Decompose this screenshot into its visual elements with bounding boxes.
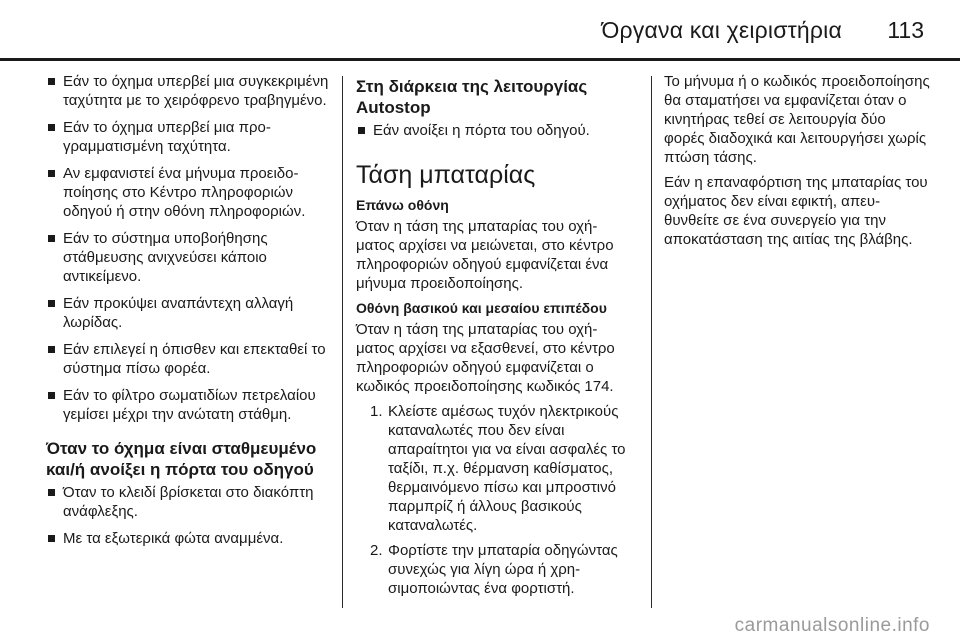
column-divider xyxy=(342,76,343,608)
page-number: 113 xyxy=(887,17,924,43)
list-item: Εάν επιλεγεί η όπισθεν και επεκταθεί το σύστημα πίσω φορέα. xyxy=(46,340,332,378)
subheading-parked: Όταν το όχημα είναι σταθμευμένο και/ή ανοίξει η πόρτα του οδηγού xyxy=(46,439,317,479)
list-item: Εάν προκύψει αναπάντεχη αλλαγή λωρίδας. xyxy=(46,294,332,332)
column-2 xyxy=(356,72,628,604)
list-item: Εάν το όχημα υπερβεί μια συγκεκριμένη ταχύτητα με το χειρόφρενο τραβηγμένο. xyxy=(46,72,332,110)
list-item: Εάν το σύστημα υποβοήθησης στάθμευσης ανιχνεύσει κάποιο αντικείμενο. xyxy=(46,229,332,286)
list-item: Όταν το κλειδί βρίσκεται στο διακόπτη ανάφλεξης. xyxy=(46,483,332,521)
column-divider xyxy=(651,76,652,608)
step-text: Κλείστε αμέσως τυχόν ηλεκτρικούς καταναλωτές που δεν είναι απαραίτητοι για να είναι ασφαλές το ταξίδι, π.χ. θέρμανση καθίσματος, θερμαινόμενο πίσω και μπροστινό παρμπρίζ ή άλλους βασικούς καταναλωτές. xyxy=(388,403,626,534)
subheading-autostop: Στη διάρκεια της λειτουργίας Autostop xyxy=(356,77,588,117)
upper-display-text: Όταν η τάση της μπαταρίας του οχήματος αρχίσει να μειώνεται, στο κέντρο πληροφοριών οδηγού εμφανίζεται ένα μήνυμα προειδοποίησης. xyxy=(356,218,614,292)
list-item xyxy=(370,402,628,535)
list-item: Αν εμφανιστεί ένα μήνυμα προειδοποίησης στο Κέντρο πληροφοριών οδηγού ή στην οθόνη πληροφοριών. xyxy=(46,164,332,221)
bullet-list xyxy=(356,121,628,140)
list-item xyxy=(370,541,628,598)
column-1 xyxy=(46,72,332,556)
paragraph: Εάν η επαναφόρτιση της μπαταρίας του οχήματος δεν είναι εφικτή, απευθυνθείτε σε ένα συνεργείο για την αποκατάσταση της αιτίας της βλάβης. xyxy=(664,174,928,248)
step-text: Φορτίστε την μπαταρία οδηγώντας συνεχώς για λίγη ώρα ή χρησιμοποιώντας ένα φορτιστή. xyxy=(388,542,618,597)
column-3 xyxy=(664,72,930,255)
list-item: Εάν το φίλτρο σωματιδίων πετρελαίου γεμίσει μέχρι την ανώτατη στάθμη. xyxy=(46,386,332,424)
page-header xyxy=(0,0,960,58)
watermark: carmanualsonline.info xyxy=(734,615,930,636)
bullet-list xyxy=(46,72,332,424)
list-item: Εάν ανοίξει η πόρτα του οδηγού. xyxy=(356,121,628,140)
section-title: Τάση μπαταρίας xyxy=(356,161,536,189)
list-item: Εάν το όχημα υπερβεί μια προγραμματισμένη ταχύτητα. xyxy=(46,118,332,156)
step-number: 2. xyxy=(370,542,383,559)
basic-display-text: Όταν η τάση της μπαταρίας του οχήματος αρχίσει να εξασθενεί, στο κέντρο πληροφοριών οδηγού εμφανίζεται ο κωδικός προειδοποίησης κωδικός 174. xyxy=(356,321,615,395)
bullet-list xyxy=(46,483,332,548)
upper-display-heading: Επάνω οθόνη xyxy=(356,197,449,213)
chapter-title: Όργανα και χειριστήρια xyxy=(601,17,842,43)
steps-list xyxy=(356,402,628,598)
step-number: 1. xyxy=(370,403,383,420)
paragraph: Το μήνυμα ή ο κωδικός προειδοποίησης θα σταματήσει να εμφανίζεται όταν ο κινητήρας τεθεί σε λειτουργία δύο φορές διαδοχικά και λειτουργήσει χωρίς πτώση τάσης. xyxy=(664,73,930,166)
basic-display-heading: Οθόνη βασικού και μεσαίου επιπέδου xyxy=(356,300,607,316)
list-item: Με τα εξωτερικά φώτα αναμμένα. xyxy=(46,529,332,548)
header-rule xyxy=(0,58,960,61)
